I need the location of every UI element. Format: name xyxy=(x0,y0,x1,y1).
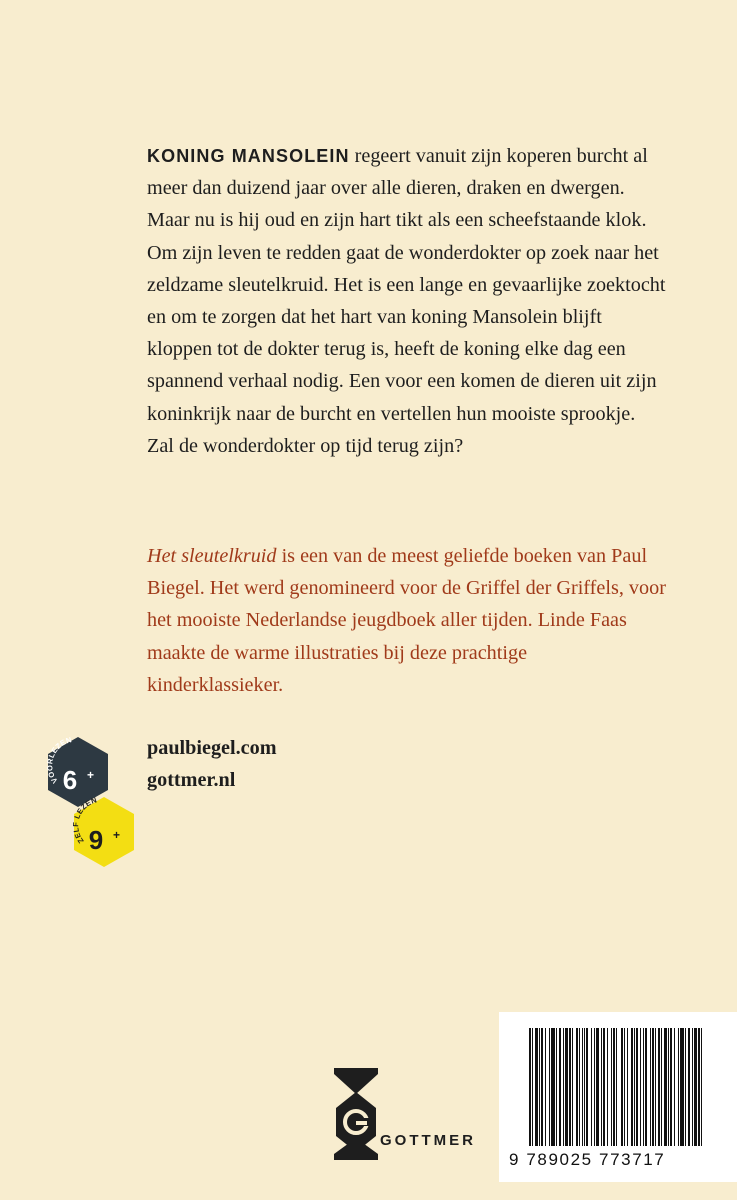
barcode-bar xyxy=(613,1028,615,1146)
barcode-bar xyxy=(591,1028,592,1146)
barcode-bar xyxy=(607,1028,608,1146)
barcode-bar xyxy=(631,1028,633,1146)
barcode-bar xyxy=(586,1028,588,1146)
promo-book-title: Het sleutelkruid xyxy=(147,545,277,567)
publisher-name: GOTTMER xyxy=(380,1132,476,1149)
barcode-bar xyxy=(603,1028,605,1146)
barcode-bar xyxy=(636,1028,638,1146)
barcode-bar xyxy=(594,1028,595,1146)
badge-self-read-plus: + xyxy=(113,828,121,842)
blurb-lead: KONING MANSOLEIN xyxy=(147,146,350,166)
barcode-bar xyxy=(565,1028,568,1146)
barcode-bar xyxy=(668,1028,669,1146)
blurb-text: regeert vanuit zijn koperen burcht al meer dan duizend jaar over alle dieren, draken en dwergen. Maar nu is hij oud en zijn hart tikt als een scheefstaande klok. Om zijn leven te redden gaat de wonderdokter op zoek naar het zeldzame sleutelkruid. Het is een lange en gevaarlijke zoektocht en om te zorgen dat het hart van koning Mansolein blijft kloppen tot de dokter terug is, heeft de koning elke dag een spannend verhaal nodig. Een voor een komen de dieren uit zijn koninkrijk naar de burcht en vertellen hun mooiste sprookje. Zal de wonderdokter op tijd terug zijn? xyxy=(147,145,666,457)
barcode-bar xyxy=(678,1028,679,1146)
back-cover-blurb xyxy=(147,140,667,462)
barcode-bar xyxy=(701,1028,702,1146)
age-badge-self-read xyxy=(71,795,137,869)
barcode-bar xyxy=(685,1028,686,1146)
barcode-bar xyxy=(640,1028,641,1146)
isbn-barcode xyxy=(499,1012,737,1182)
barcode-bar xyxy=(650,1028,651,1146)
barcode-bar xyxy=(551,1028,555,1146)
barcode-bars xyxy=(529,1028,705,1146)
barcode-bar xyxy=(688,1028,690,1146)
barcode-bar xyxy=(572,1028,573,1146)
barcode-bar xyxy=(643,1028,644,1146)
barcode-bar xyxy=(569,1028,571,1146)
logo-top-shape xyxy=(334,1068,378,1094)
barcode-bar xyxy=(545,1028,546,1146)
barcode-bar xyxy=(563,1028,564,1146)
barcode-bar xyxy=(601,1028,602,1146)
badge-read-aloud-age: 6 xyxy=(62,765,78,795)
badge-self-read-label: ZELF LEZEN xyxy=(71,795,99,846)
barcode-bar xyxy=(559,1028,561,1146)
barcode-bar xyxy=(674,1028,675,1146)
link-paulbiegel[interactable]: paulbiegel.com xyxy=(147,737,277,759)
barcode-bar xyxy=(670,1028,672,1146)
barcode-bar xyxy=(535,1028,538,1146)
barcode-bar xyxy=(529,1028,531,1146)
badge-self-read-age: 9 xyxy=(88,825,104,855)
barcode-bar xyxy=(680,1028,684,1146)
barcode-bar xyxy=(611,1028,612,1146)
barcode-bar xyxy=(549,1028,550,1146)
isbn-number: 9 789025 773717 xyxy=(509,1150,666,1169)
barcode-bar xyxy=(579,1028,580,1146)
publisher-logo xyxy=(332,1066,380,1167)
barcode-bar xyxy=(532,1028,533,1146)
barcode-bar xyxy=(634,1028,635,1146)
barcode-bar xyxy=(596,1028,599,1146)
barcode-bar xyxy=(541,1028,543,1146)
barcode-bar xyxy=(624,1028,625,1146)
barcode-bar xyxy=(582,1028,583,1146)
website-links xyxy=(147,732,277,796)
barcode-bar xyxy=(661,1028,662,1146)
link-gottmer[interactable]: gottmer.nl xyxy=(147,769,236,791)
barcode-bar xyxy=(652,1028,654,1146)
barcode-bar xyxy=(616,1028,617,1146)
barcode-bar xyxy=(645,1028,647,1146)
barcode-bar xyxy=(692,1028,693,1146)
barcode-bar xyxy=(655,1028,656,1146)
promo-paragraph xyxy=(147,540,667,701)
barcode-bar xyxy=(539,1028,540,1146)
barcode-bar xyxy=(627,1028,628,1146)
promo-text: is een van de meest geliefde boeken van Paul Biegel. Het werd genomineerd voor de Griffel der Griffels, voor het mooiste Nederlandse jeugdboek aller tijden. Linde Faas maakte de warme illustraties bij deze prachtige kinderklassieker. xyxy=(147,545,666,696)
barcode-bar xyxy=(584,1028,585,1146)
barcode-bar xyxy=(576,1028,578,1146)
badge-read-aloud-plus: + xyxy=(87,768,95,782)
barcode-bar xyxy=(664,1028,667,1146)
barcode-bar xyxy=(556,1028,557,1146)
badge-read-aloud-label: VOORLEZEN xyxy=(45,735,73,786)
barcode-bar xyxy=(694,1028,697,1146)
barcode-bar xyxy=(658,1028,660,1146)
barcode-bar xyxy=(698,1028,700,1146)
logo-bottom-shape xyxy=(334,1138,378,1160)
barcode-bar xyxy=(621,1028,623,1146)
